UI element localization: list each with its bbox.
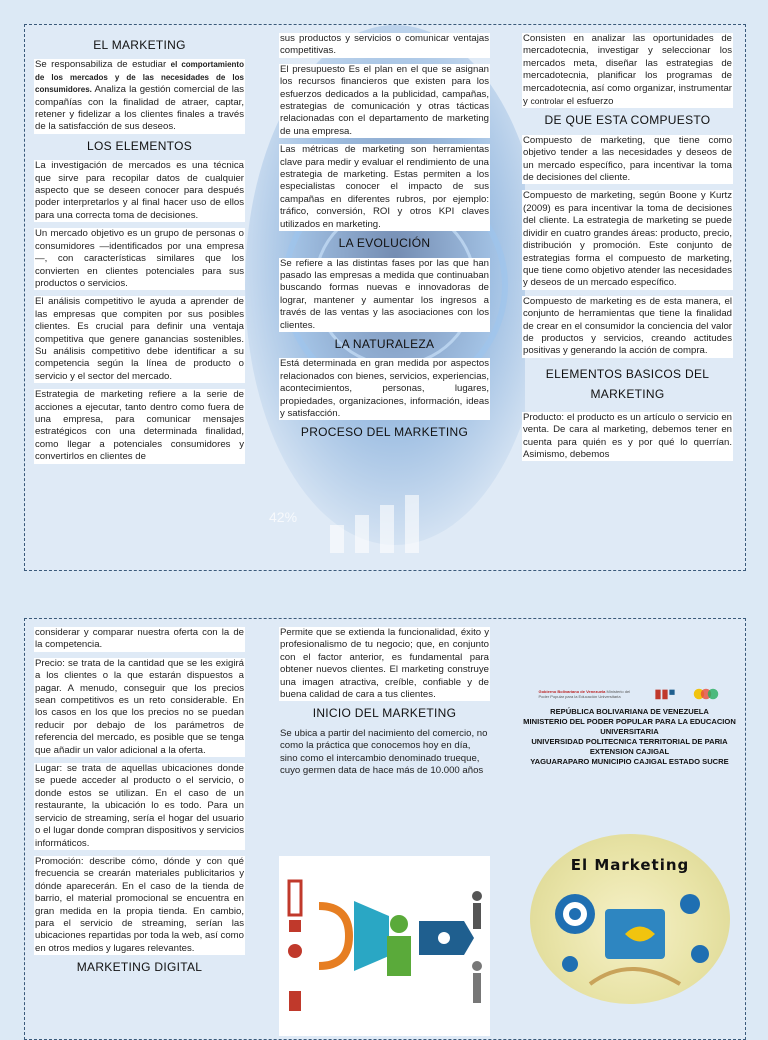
heading-de-que-esta-compuesto: DE QUE ESTA COMPUESTO (544, 113, 711, 128)
logo-gobierno-text: Gobierno Bolivariano de Venezuela (538, 689, 606, 694)
paragraph-compuesto-2: Compuesto de marketing, según Boone y Kurtz (2009) es para incentivar la toma de decisiones del cliente. La estrategia de marketing se puede dividir en cuatro grandes áreas: producto, precio, distribución y promoción. Este conjunto de estrategias forma el compuesto de marketing, que tiene como objetivo atender las necesidades y deseos de un mercado específico. (523, 190, 732, 289)
deco-percentage: 42% (269, 509, 298, 525)
panel2-column-1 (34, 627, 245, 982)
upt-logo-icon (653, 687, 677, 701)
text-intro-a: Se responsabiliza de estudiar (35, 59, 171, 71)
paragraph-considerar: considerar y comparar nuestra oferta con la de la competencia. (35, 627, 244, 651)
heading-inicio: INICIO DEL MARKETING (312, 706, 457, 721)
paragraph-naturaleza: Está determinada en gran medida por aspectos relacionados con bienes, servicios, experiencias, acontecimientos, personas, lugares, propiedades, organizaciones, información, ideas y satisfacción. (280, 358, 489, 419)
cover-title: El Marketing (570, 856, 690, 874)
panel1-column-3 (522, 33, 733, 467)
text-intro-bold: el comportamiento de los mercados y de las necesidades de los consumidores. (35, 60, 244, 95)
inst-republica: REPÚBLICA BOLIVARIANA DE VENEZUELA (550, 707, 709, 716)
logo-ministerio-text: Ministerio del Poder Popular para la Educación Universitaria (538, 689, 631, 699)
logo-row (522, 687, 737, 701)
cover-image (530, 834, 730, 1004)
paragraph-mercado-objetivo: Un mercado objetivo es un grupo de personas o consumidores —identificados por una empresa—, con características similares que los convierten en clientes potenciales para sus productos o servicios. (35, 228, 244, 289)
heading-proceso: PROCESO DEL MARKETING (300, 425, 469, 440)
panel1-column-2 (279, 33, 490, 447)
paragraph-evolucion: Se refiere a las distintas fases por las que han pasado las empresas a medida que continuaban buscando formas nuevas e innovadoras de lograr, mantener y aumentar los ingresos a través de las ventas y las asociaciones con los clientes. (280, 257, 489, 331)
heading-la-naturaleza: LA NATURALEZA (334, 336, 435, 351)
heading-los-elementos: LOS ELEMENTOS (86, 138, 193, 153)
paragraph-funcionalidad: Permite que se extienda la funcionalidad, éxito y profesionalismo de tu negocio; que, en conjunto con el factor anterior, es fundamental para obtener nuevos clientes. El marketing construye una imagen atractiva, creíble, confiable y de buena calidad de cara a tus clientes. (280, 627, 489, 701)
institution-text (522, 707, 737, 767)
paragraph-intro (34, 59, 245, 133)
paragraph-precio: Precio: se trata de la cantidad que se les exigirá a los clientes o la que estarán dispuestos a pagar. A menudo, conseguir que los precios sean competitivos es un reto considerable. En los casos en los que los precios no se puedan reducir por debajo de los parámetros de referencia del mercado, es posible que se tenga que añadir un valor adicional a la oferta. (35, 657, 244, 756)
inst-ministerio: MINISTERIO DEL PODER POPULAR PARA LA EDUCACION UNIVERSITARIA (523, 717, 736, 736)
text-intro-c: Analiza la gestión comercial de las compañías con la finalidad de atraer, captar, retener y fidelizar a los clientes finales a través de la satisfacción de sus deseos. (35, 84, 244, 133)
paragraph-metricas: Las métricas de marketing son herramientas clave para medir y evaluar el rendimiento de una estrategia de marketing. Estas permiten a los especialistas conocer el impacto de sus campañas en diferentes rubros, por ejemplo: tráfico, conversión, ROI y otros KPI claves utilizados en marketing. (280, 144, 489, 230)
paragraph-promocion: Promoción: describe cómo, dónde y con qué frecuencia se crearán materiales publicitarios y dónde aparecerán. En el caso de la tienda de barrio, el material promocional se encuentra en gran medida en la propia tienda. En cambio, para el servicio de streaming, serían las ubicaciones repartidas por toda la web, así como en otros medios y lugares relevantes. (35, 855, 244, 954)
paragraph-compuesto-1: Compuesto de marketing, que tiene como objetivo tender a las necesidades y deseos de un mercado específico, para incentivar la toma de decisiones del cliente. (523, 134, 732, 184)
heading-elementos-basicos: ELEMENTOS BASICOS DEL MARKETING (545, 366, 710, 401)
mision-logo-icon (691, 687, 721, 701)
panel2-column-2 (279, 627, 490, 783)
paragraph-inicio: Se ubica a partir del nacimiento del comercio, no como la práctica que conocemos hoy en día, sino como el intercambio denominado trueque, cuyo germen data de hace más de 10.000 años (280, 727, 488, 777)
marketing-funnel-illustration (279, 856, 490, 1036)
text-consisten-c: el esfuerzo (563, 96, 614, 108)
paragraph-productos: sus productos y servicios o comunicar ventajas competitivas. (280, 33, 489, 57)
paragraph-lugar: Lugar: se trata de aquellas ubicaciones donde se puede acceder al producto o el servicio, o donde estos se utilizan. En el caso de un restaurante, la ubicación lo es todo. Para un servicio de streaming, sería el hogar del usuario o el lugar donde compran dispositivos y servicios informáticos. (35, 763, 244, 849)
paragraph-investigacion: La investigación de mercados es una técnica que sirve para recopilar datos de cualquier aspecto que se deseen conocer para después poder interpretarlos y al final hacer uso de ellos para una correcta toma de decisiones. (35, 160, 244, 221)
paragraph-compuesto-3: Compuesto de marketing es de esta manera, el conjunto de herramientas que tiene la finalidad de crear en el consumidor la conciencia del valor de productos y servicios, creando actitudes positivas y generando la acción de compra. (523, 295, 732, 357)
text-controlar: controlar (530, 96, 564, 107)
text-consisten-a: Consisten en analizar las oportunidades de mercadotecnia, investigar y seleccionar los mercados meta, diseñar las estrategias de mercadotecnia, planificar los programas de mercadotecnia, así como organizar, instrumentar y (523, 33, 732, 108)
inst-extension: EXTENSION CAJIGAL (589, 747, 670, 756)
paragraph-presupuesto: El presupuesto Es el plan en el que se asignan los recursos financieros que existen para los esfuerzos dedicados a la publicidad, campañas, estrategias de comunicación y otras tácticas relacionadas con el departamento de marketing de una empresa. (280, 63, 489, 137)
heading-el-marketing: EL MARKETING (93, 38, 186, 52)
paragraph-producto: Producto: el producto es un artículo o servicio en venta. De cara al marketing, debemos tener en cuenta para quién es y por qué lo querrían. Asimismo, debemos (523, 411, 732, 460)
heading-marketing-digital: MARKETING DIGITAL (76, 960, 203, 975)
funnel-graphic (279, 856, 490, 1036)
heading-la-evolucion: LA EVOLUCIÓN (338, 236, 431, 251)
paragraph-consisten (522, 33, 733, 108)
institution-block (522, 687, 737, 767)
inst-universidad: UNIVERSIDAD POLITECNICA TERRITORIAL DE PARIA (531, 737, 728, 746)
panel1-column-1 (34, 33, 245, 470)
paragraph-analisis-competitivo: El análisis competitivo le ayuda a aprender de las empresas que compiten por sus posibles clientes. Es crucial para definir una ventaja competitiva que genere ganancias sostenibles. Su análisis competitivo debe identificar a su competencia según la línea de producto o servicio y el sector del mercado. (35, 296, 244, 382)
gobierno-logo (539, 689, 639, 699)
inst-ubicacion: YAGUARAPARO MUNICIPIO CAJIGAL ESTADO SUCRE (530, 757, 729, 766)
cover-illustration (530, 834, 730, 1004)
brochure-page-1 (24, 24, 746, 571)
paragraph-estrategia: Estrategia de marketing refiere a la serie de acciones a ejecutar, tanto dentro como fuera de una empresa, para comunicar mensajes estratégicos con una determinada finalidad, como llegar a potenciales consumidores y convertirlos en clientes de (35, 389, 244, 463)
brochure-page-2 (24, 618, 746, 1040)
